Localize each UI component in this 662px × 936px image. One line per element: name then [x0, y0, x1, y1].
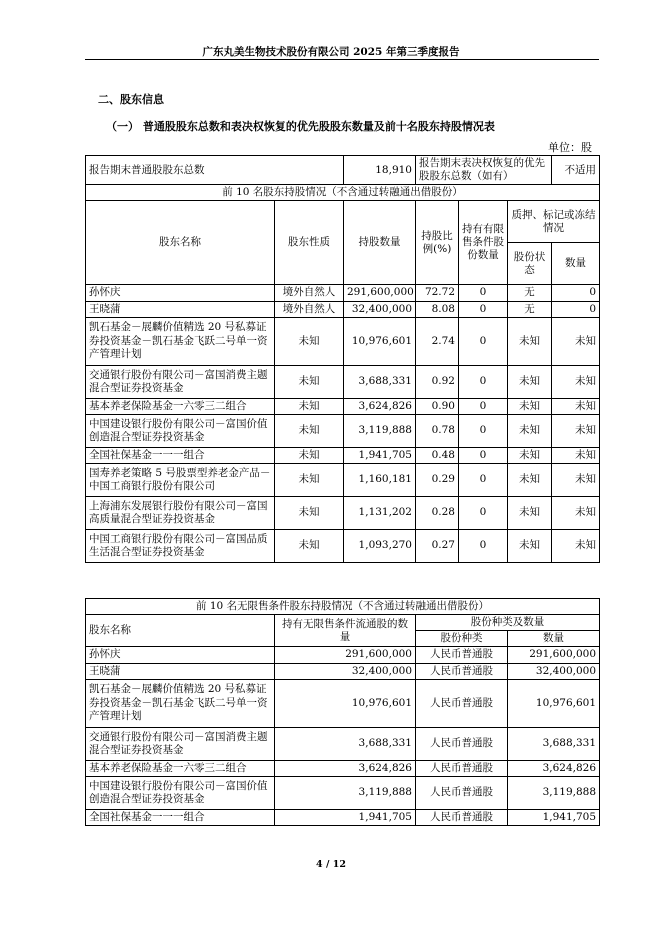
unrestricted-count: 3,688,331 — [275, 727, 416, 760]
shareholder-nature: 未知 — [275, 414, 344, 447]
col-header-restricted: 持有有限售条件股份数量 — [459, 201, 508, 285]
summary-label-preferred: 报告期末表决权恢复的优先股股东总数（如有） — [416, 156, 552, 185]
table-row — [86, 398, 600, 414]
shareholder-nature: 未知 — [275, 317, 344, 365]
share-kind: 人民币普通股 — [416, 647, 508, 663]
shareholder-nature: 未知 — [275, 398, 344, 414]
u-col-header-kind: 股份种类 — [416, 631, 508, 647]
pledge-status: 未知 — [508, 365, 552, 398]
summary-label-common: 报告期末普通股股东总数 — [86, 156, 344, 185]
shares-held: 1,160,181 — [344, 463, 416, 496]
holding-ratio: 0.28 — [416, 496, 459, 529]
report-header: 广东丸美生物技术股份有限公司 2025 年第三季度报告 — [202, 46, 460, 58]
table-row — [86, 663, 600, 679]
restricted-shares: 0 — [459, 398, 508, 414]
col-header-ratio: 持股比例(%) — [416, 201, 459, 285]
unrestricted-caption: 前 10 名无限售条件股东持股情况（不含通过转融通出借股份） — [86, 599, 600, 615]
shareholder-name: 全国社保基金一一一组合 — [86, 809, 275, 825]
pledge-status: 未知 — [508, 496, 552, 529]
share-kind: 人民币普通股 — [416, 760, 508, 776]
restricted-shares: 0 — [459, 301, 508, 317]
share-kind: 人民币普通股 — [416, 809, 508, 825]
shares-held: 3,119,888 — [344, 414, 416, 447]
subsection-title: （一） 普通股股东总数和表决权恢复的优先股股东数量及前十名股东持股情况表 — [106, 120, 495, 133]
pledge-qty: 未知 — [552, 414, 600, 447]
shareholder-name: 中国工商银行股份有限公司－富国品质生活混合型证券投资基金 — [86, 529, 275, 562]
shareholder-nature: 境外自然人 — [275, 285, 344, 301]
unrestricted-count: 1,941,705 — [275, 809, 416, 825]
pledge-status: 未知 — [508, 414, 552, 447]
shareholder-name: 凯石基金－展麟价值精选 20 号私募证券投资基金－凯石基金飞跃二号单一资产管理计划 — [86, 679, 275, 727]
restricted-shares: 0 — [459, 414, 508, 447]
holding-ratio: 2.74 — [416, 317, 459, 365]
share-kind: 人民币普通股 — [416, 776, 508, 809]
table-row — [86, 760, 600, 776]
col-header-shares: 持股数量 — [344, 201, 416, 285]
shareholder-nature: 未知 — [275, 447, 344, 463]
shareholder-name: 凯石基金－展麟价值精选 20 号私募证券投资基金－凯石基金飞跃二号单一资产管理计划 — [86, 317, 275, 365]
holding-ratio: 0.48 — [416, 447, 459, 463]
shareholder-name: 中国建设银行股份有限公司－富国价值创造混合型证券投资基金 — [86, 414, 275, 447]
restricted-shares: 0 — [459, 365, 508, 398]
shareholder-name: 基本养老保险基金一六零三二组合 — [86, 398, 275, 414]
shareholder-nature: 未知 — [275, 365, 344, 398]
summary-value-preferred: 不适用 — [552, 156, 600, 185]
pledge-qty: 0 — [552, 301, 600, 317]
pledge-qty: 未知 — [552, 398, 600, 414]
shares-held: 3,688,331 — [344, 365, 416, 398]
unrestricted-count: 10,976,601 — [275, 679, 416, 727]
shares-held: 1,093,270 — [344, 529, 416, 562]
share-qty: 3,624,826 — [508, 760, 600, 776]
shares-held: 32,400,000 — [344, 301, 416, 317]
restricted-shares: 0 — [459, 496, 508, 529]
shareholder-name: 孙怀庆 — [86, 647, 275, 663]
shareholder-name: 上海浦东发展银行股份有限公司－富国高质量混合型证券投资基金 — [86, 496, 275, 529]
col-header-status: 股份状态 — [508, 243, 552, 285]
pledge-qty: 未知 — [552, 496, 600, 529]
u-col-header-count: 持有无限售条件流通股的数量 — [275, 615, 416, 647]
pledge-status: 未知 — [508, 447, 552, 463]
pledge-status: 未知 — [508, 463, 552, 496]
table-row — [86, 496, 600, 529]
share-qty: 32,400,000 — [508, 663, 600, 679]
shareholder-name: 王晓蒲 — [86, 301, 275, 317]
restricted-shares: 0 — [459, 529, 508, 562]
holding-ratio: 0.92 — [416, 365, 459, 398]
share-qty: 3,688,331 — [508, 727, 600, 760]
summary-value-common: 18,910 — [344, 156, 416, 185]
unit-label: 单位：股 — [548, 141, 592, 154]
table-row — [86, 285, 600, 301]
shareholder-nature: 未知 — [275, 529, 344, 562]
table-row — [86, 679, 600, 727]
pledge-status: 未知 — [508, 317, 552, 365]
table-row — [86, 301, 600, 317]
share-qty: 1,941,705 — [508, 809, 600, 825]
holding-ratio: 0.29 — [416, 463, 459, 496]
u-col-header-name: 股东名称 — [86, 615, 275, 647]
pledge-qty: 未知 — [552, 317, 600, 365]
table-row — [86, 463, 600, 496]
section-title: 二、股东信息 — [98, 93, 164, 106]
table-row — [86, 447, 600, 463]
restricted-shares: 0 — [459, 317, 508, 365]
table-row — [86, 647, 600, 663]
col-header-name: 股东名称 — [86, 201, 275, 285]
shareholder-name: 王晓蒲 — [86, 663, 275, 679]
pledge-status: 未知 — [508, 529, 552, 562]
shares-held: 10,976,601 — [344, 317, 416, 365]
shares-held: 1,941,705 — [344, 447, 416, 463]
holding-ratio: 0.90 — [416, 398, 459, 414]
u-col-header-kind-group: 股份种类及数量 — [416, 615, 600, 631]
shares-held: 1,131,202 — [344, 496, 416, 529]
restricted-shares: 0 — [459, 447, 508, 463]
top10-caption: 前 10 名股东持股情况（不含通过转融通出借股份） — [86, 185, 600, 201]
col-header-qty: 数量 — [552, 243, 600, 285]
shareholder-name: 孙怀庆 — [86, 285, 275, 301]
pledge-qty: 未知 — [552, 529, 600, 562]
table-row — [86, 727, 600, 760]
shareholder-nature: 境外自然人 — [275, 301, 344, 317]
shareholder-name: 交通银行股份有限公司－富国消费主题混合型证券投资基金 — [86, 365, 275, 398]
header-divider — [85, 59, 599, 60]
pledge-qty: 0 — [552, 285, 600, 301]
restricted-shares: 0 — [459, 285, 508, 301]
pledge-qty: 未知 — [552, 447, 600, 463]
shareholder-nature: 未知 — [275, 463, 344, 496]
pledge-qty: 未知 — [552, 365, 600, 398]
pledge-qty: 未知 — [552, 463, 600, 496]
share-qty: 3,119,888 — [508, 776, 600, 809]
table-row — [86, 776, 600, 809]
shareholder-name: 国寿养老策略 5 号股票型养老金产品－中国工商银行股份有限公司 — [86, 463, 275, 496]
unrestricted-count: 3,624,826 — [275, 760, 416, 776]
restricted-shares: 0 — [459, 463, 508, 496]
col-header-pledge: 质押、标记或冻结情况 — [508, 201, 600, 243]
page-number: 4 / 12 — [316, 859, 346, 870]
unrestricted-count: 32,400,000 — [275, 663, 416, 679]
table-row — [86, 414, 600, 447]
col-header-nature: 股东性质 — [275, 201, 344, 285]
share-kind: 人民币普通股 — [416, 679, 508, 727]
unrestricted-count: 3,119,888 — [275, 776, 416, 809]
share-qty: 10,976,601 — [508, 679, 600, 727]
share-qty: 291,600,000 — [508, 647, 600, 663]
shareholder-nature: 未知 — [275, 496, 344, 529]
shares-held: 291,600,000 — [344, 285, 416, 301]
unrestricted-count: 291,600,000 — [275, 647, 416, 663]
share-kind: 人民币普通股 — [416, 663, 508, 679]
shareholder-name: 中国建设银行股份有限公司－富国价值创造混合型证券投资基金 — [86, 776, 275, 809]
top10-shareholders-table — [85, 155, 600, 563]
holding-ratio: 72.72 — [416, 285, 459, 301]
shares-held: 3,624,826 — [344, 398, 416, 414]
unrestricted-shareholders-table — [85, 598, 600, 826]
pledge-status: 无 — [508, 301, 552, 317]
table-row — [86, 365, 600, 398]
u-col-header-qty: 数量 — [508, 631, 600, 647]
holding-ratio: 0.27 — [416, 529, 459, 562]
pledge-status: 未知 — [508, 398, 552, 414]
holding-ratio: 8.08 — [416, 301, 459, 317]
table-row — [86, 317, 600, 365]
shareholder-name: 基本养老保险基金一六零三二组合 — [86, 760, 275, 776]
table-row — [86, 529, 600, 562]
pledge-status: 无 — [508, 285, 552, 301]
share-kind: 人民币普通股 — [416, 727, 508, 760]
table-row — [86, 809, 600, 825]
holding-ratio: 0.78 — [416, 414, 459, 447]
shareholder-name: 交通银行股份有限公司－富国消费主题混合型证券投资基金 — [86, 727, 275, 760]
shareholder-name: 全国社保基金一一一组合 — [86, 447, 275, 463]
